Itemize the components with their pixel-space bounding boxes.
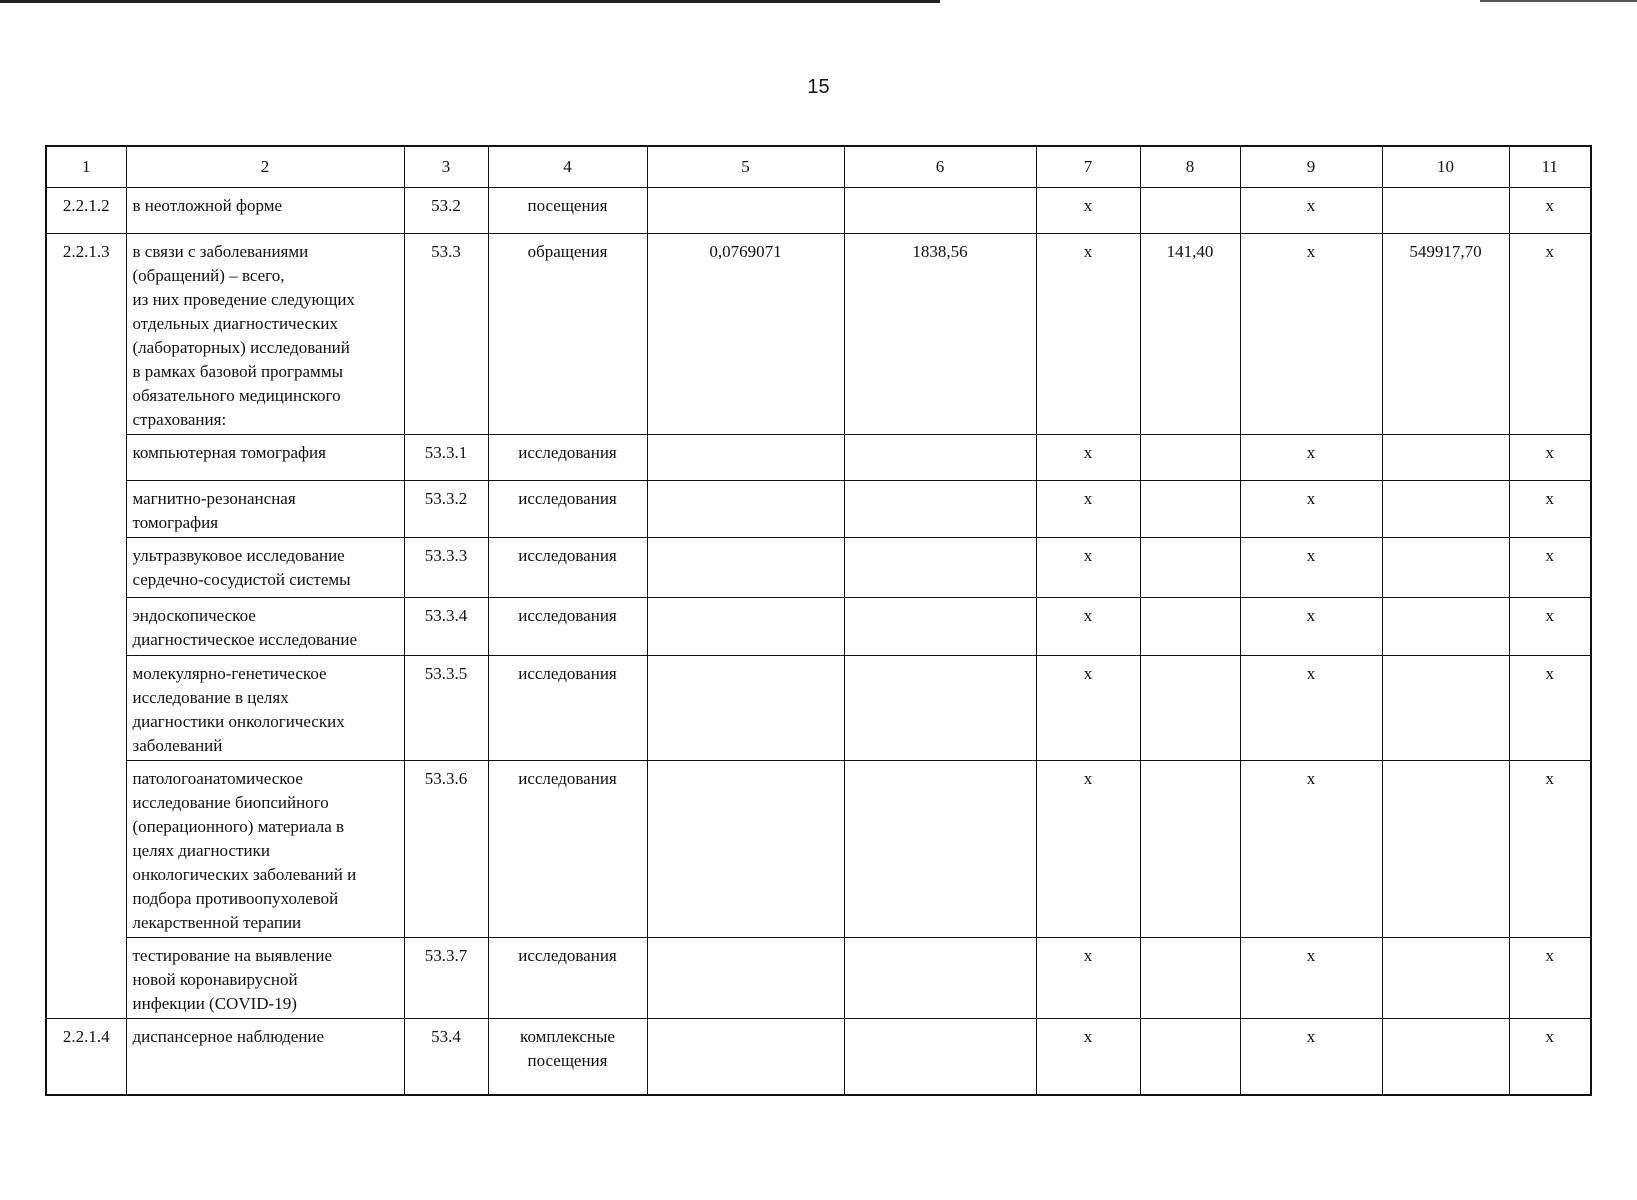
cell-c11: х [1509, 598, 1591, 656]
cell-name: ультразвуковое исследование сердечно-сосудистой системы [126, 538, 404, 598]
cell-name: в неотложной форме [126, 188, 404, 234]
header-cell: 3 [404, 146, 488, 188]
cell-c7: х [1036, 598, 1140, 656]
table-header-row [46, 146, 1591, 188]
scan-edge-top [0, 0, 940, 3]
table-row [46, 481, 1591, 538]
table-row [46, 188, 1591, 234]
cell-unit: исследования [488, 538, 647, 598]
cell-code: 53.3.4 [404, 598, 488, 656]
cell-c7: х [1036, 234, 1140, 435]
cell-unit: обращения [488, 234, 647, 435]
cell-c10 [1382, 435, 1509, 481]
cell-c7: х [1036, 761, 1140, 938]
cell-unit: комплексные посещения [488, 1019, 647, 1095]
cell-c8 [1140, 188, 1240, 234]
cell-c7: х [1036, 938, 1140, 1019]
cell-id: 2.2.1.4 [46, 1019, 126, 1095]
header-cell: 6 [844, 146, 1036, 188]
cell-c5 [647, 761, 844, 938]
cell-c6 [844, 1019, 1036, 1095]
table-body [46, 146, 1591, 1095]
cell-name: тестирование на выявление новой коронавирусной инфекции (COVID-19) [126, 938, 404, 1019]
cell-c11: х [1509, 188, 1591, 234]
cell-c9: х [1240, 188, 1382, 234]
cell-name: в связи с заболеваниями (обращений) – всего, из них проведение следующих отдельных диагностических (лабораторных) исследований в рамках базовой программы обязательного медицинского страхования: [126, 234, 404, 435]
header-cell: 11 [1509, 146, 1591, 188]
cell-c6 [844, 598, 1036, 656]
cell-c11: х [1509, 1019, 1591, 1095]
table-row [46, 656, 1591, 761]
cell-c11: х [1509, 538, 1591, 598]
cell-c8 [1140, 656, 1240, 761]
cell-name: компьютерная томография [126, 435, 404, 481]
cell-code: 53.3.6 [404, 761, 488, 938]
cell-c11: х [1509, 761, 1591, 938]
table-row [46, 938, 1591, 1019]
cell-unit: исследования [488, 481, 647, 538]
cell-c6 [844, 938, 1036, 1019]
cell-c6 [844, 481, 1036, 538]
cell-c8 [1140, 938, 1240, 1019]
cell-unit: исследования [488, 938, 647, 1019]
cell-c9: х [1240, 481, 1382, 538]
cell-c8: 141,40 [1140, 234, 1240, 435]
cell-c10 [1382, 938, 1509, 1019]
header-cell: 7 [1036, 146, 1140, 188]
cell-name: диспансерное наблюдение [126, 1019, 404, 1095]
cell-c5 [647, 1019, 844, 1095]
cell-id: 2.2.1.3 [46, 234, 126, 1019]
cell-c8 [1140, 481, 1240, 538]
cell-code: 53.3 [404, 234, 488, 435]
cell-c7: х [1036, 538, 1140, 598]
cell-c10 [1382, 1019, 1509, 1095]
cell-id: 2.2.1.2 [46, 188, 126, 234]
cell-code: 53.3.5 [404, 656, 488, 761]
cell-c5: 0,0769071 [647, 234, 844, 435]
cell-c9: х [1240, 656, 1382, 761]
cell-c11: х [1509, 435, 1591, 481]
cell-unit: исследования [488, 598, 647, 656]
cell-unit: исследования [488, 656, 647, 761]
cell-c8 [1140, 1019, 1240, 1095]
header-cell: 8 [1140, 146, 1240, 188]
cell-c8 [1140, 538, 1240, 598]
table-row [46, 598, 1591, 656]
cell-c5 [647, 656, 844, 761]
cell-c10 [1382, 188, 1509, 234]
cell-c9: х [1240, 538, 1382, 598]
cell-c7: х [1036, 656, 1140, 761]
cell-c5 [647, 188, 844, 234]
header-cell: 10 [1382, 146, 1509, 188]
cell-name: молекулярно-генетическое исследование в целях диагностики онкологических заболеваний [126, 656, 404, 761]
cell-c11: х [1509, 656, 1591, 761]
cell-c7: х [1036, 188, 1140, 234]
cell-code: 53.3.3 [404, 538, 488, 598]
cell-code: 53.3.7 [404, 938, 488, 1019]
cell-c9: х [1240, 598, 1382, 656]
scan-edge-top-right [1480, 0, 1637, 2]
cell-c9: х [1240, 435, 1382, 481]
data-table [45, 145, 1592, 1096]
cell-c7: х [1036, 481, 1140, 538]
cell-c10: 549917,70 [1382, 234, 1509, 435]
cell-c9: х [1240, 234, 1382, 435]
table-row [46, 234, 1591, 435]
cell-c10 [1382, 656, 1509, 761]
cell-unit: исследования [488, 435, 647, 481]
cell-c5 [647, 538, 844, 598]
cell-c6 [844, 188, 1036, 234]
table-row [46, 1019, 1591, 1095]
header-cell: 5 [647, 146, 844, 188]
cell-c6: 1838,56 [844, 234, 1036, 435]
cell-c6 [844, 656, 1036, 761]
cell-c6 [844, 761, 1036, 938]
cell-c10 [1382, 538, 1509, 598]
page-number: 15 [807, 76, 830, 98]
cell-name: патологоанатомическое исследование биопсийного (операционного) материала в целях диагностики онкологических заболеваний и подбора противоопухолевой лекарственной терапии [126, 761, 404, 938]
header-cell: 9 [1240, 146, 1382, 188]
cell-c9: х [1240, 1019, 1382, 1095]
cell-c6 [844, 538, 1036, 598]
cell-unit: исследования [488, 761, 647, 938]
cell-c11: х [1509, 938, 1591, 1019]
header-cell: 1 [46, 146, 126, 188]
cell-name: магнитно-резонансная томография [126, 481, 404, 538]
cell-c5 [647, 598, 844, 656]
cell-code: 53.3.1 [404, 435, 488, 481]
header-cell: 2 [126, 146, 404, 188]
cell-c9: х [1240, 761, 1382, 938]
cell-c5 [647, 938, 844, 1019]
cell-c9: х [1240, 938, 1382, 1019]
cell-name: эндоскопическое диагностическое исследование [126, 598, 404, 656]
cell-c11: х [1509, 481, 1591, 538]
cell-c5 [647, 481, 844, 538]
cell-code: 53.2 [404, 188, 488, 234]
cell-c10 [1382, 481, 1509, 538]
cell-c5 [647, 435, 844, 481]
table-row [46, 538, 1591, 598]
cell-c10 [1382, 761, 1509, 938]
cell-c10 [1382, 598, 1509, 656]
cell-unit: посещения [488, 188, 647, 234]
cell-c8 [1140, 761, 1240, 938]
cell-code: 53.3.2 [404, 481, 488, 538]
table-row [46, 761, 1591, 938]
cell-c6 [844, 435, 1036, 481]
cell-c7: х [1036, 1019, 1140, 1095]
cell-c8 [1140, 598, 1240, 656]
cell-c8 [1140, 435, 1240, 481]
cell-c11: х [1509, 234, 1591, 435]
table-row [46, 435, 1591, 481]
cell-code: 53.4 [404, 1019, 488, 1095]
cell-c7: х [1036, 435, 1140, 481]
header-cell: 4 [488, 146, 647, 188]
